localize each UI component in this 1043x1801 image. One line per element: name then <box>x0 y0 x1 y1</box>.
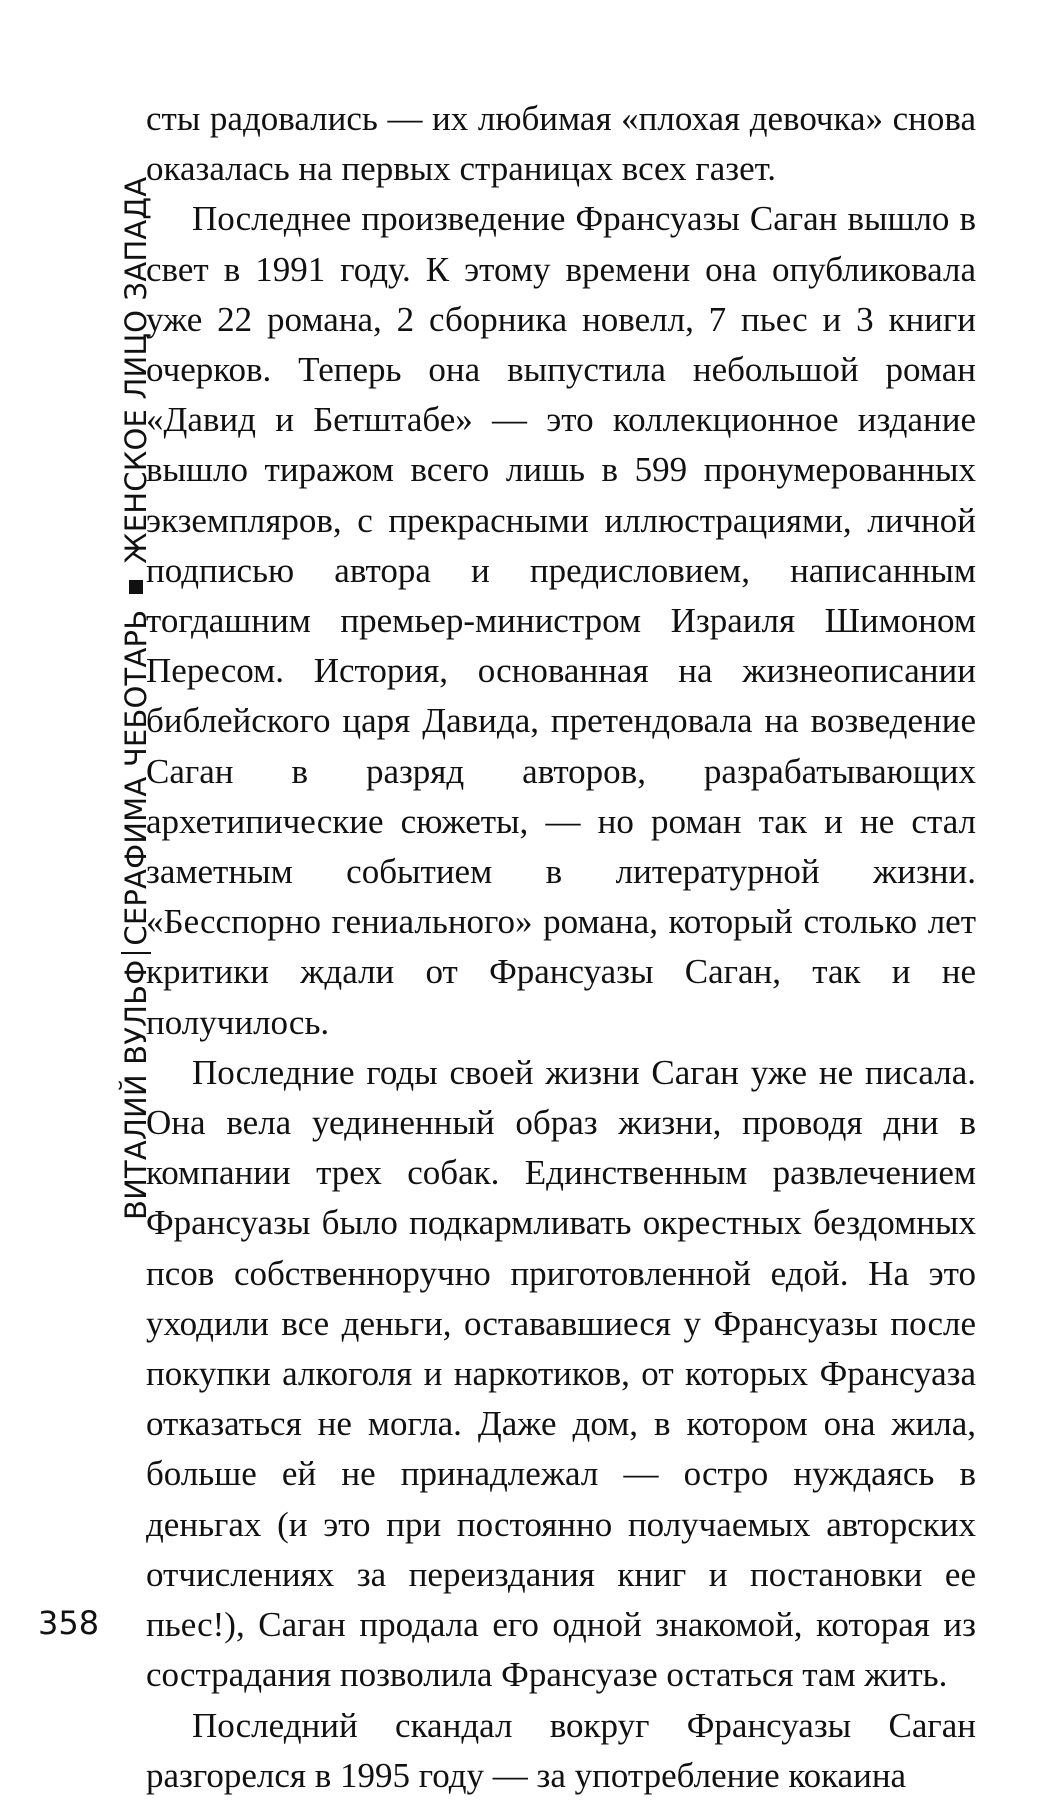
paragraph: Последнее произведение Франсуазы Саган вышло в свет в 1991 году. К этому времени она опубликовала уже 22 романа, 2 сборника новелл, 7 пьес и 3 книги очерков. Теперь она выпустила небольшой роман «Давид и Бетштабе» — это коллекционное издание вышло тиражом всего лишь в 599 пронумерованных экземпляров, с прекрасными иллюстрациями, личной подписью автора и предисловием, написанным тогдашним премьер-министром Израиля Шимоном Пересом. История, основанная на жизнеописании библейского царя Давида, претендовала на возведение Саган в разряд авторов, разрабатывающих архетипические сюжеты, — но роман так и не стал заметным событием в литературной жизни. «Бесспорно гениального» романа, который столько лет критики ждали от Франсуазы Саган, так и не получилось. <box>146 199 976 1042</box>
paragraph-continuation: сты радовались — их любимая «плохая девочка» снова оказалась на первых страницах всех газет. <box>146 99 976 189</box>
page-number: 358 <box>38 1604 100 1642</box>
running-head-book-title: ЖЕНСКОЕ ЛИЦО ЗАПАДА <box>119 176 153 564</box>
paragraph: Последние годы своей жизни Саган уже не писала. Она вела уединенный образ жизни, проводя дни в компании трех собак. Единственным развлечением Франсуазы было подкармливать окрестных бездомных псов собственноручно приготовленной едой. На это уходили все деньги, остававшиеся у Франсуазы после покупки алкоголя и наркотиков, от которых Франсуаза отказаться не могла. Даже дом, в котором она жила, больше ей не принадлежал — остро нуждаясь в деньгах (и это при постоянно получаемых авторских отчислениях за переиздания книг и постановки ее пьес!), Саган продала его одной знакомой, которая из сострадания позволила Франсуазе остаться там жить. <box>146 1052 976 1695</box>
running-head-author: ВИТАЛИЙ ВУЛЬФ <box>119 959 153 1220</box>
square-bullet-icon <box>129 580 143 594</box>
body-text <box>146 94 976 1801</box>
paragraph: Последний скандал вокруг Франсуазы Саган разгорелся в 1995 году — за употребление кокаина <box>146 1705 976 1795</box>
running-head-coauthor: СЕРАФИМА ЧЕБОТАРЬ <box>119 609 153 946</box>
